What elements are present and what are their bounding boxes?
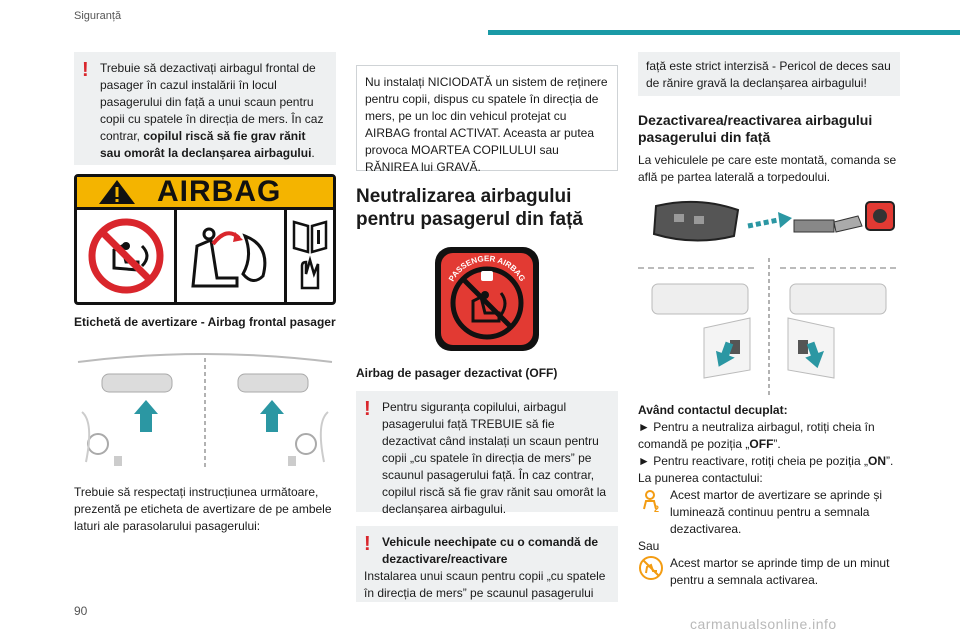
airbag-warning-label: [74, 174, 336, 305]
warning-triangle-icon: [77, 178, 157, 206]
airbag-off-lamp-icon: [638, 487, 664, 513]
read-manual-icon: [287, 210, 333, 302]
lamp-2-text: Acest martor se aprinde timp de un minut pentru a semnala activarea.: [670, 556, 890, 587]
passenger-airbag-badge: [356, 245, 618, 353]
svg-text:2: 2: [654, 504, 660, 513]
sun-visor-text: Trebuie să respectați instrucțiunea următoare, prezentă pe eticheta de avertizare de pe ambele laturi ale parasolarului pasagerului:: [74, 485, 332, 533]
badge-caption: Airbag de pasager dezactivat (OFF): [356, 366, 558, 380]
neutralize-heading: Neutralizarea airbagului pentru pasagerul din față: [356, 186, 583, 230]
lamp-2-row: [638, 555, 900, 589]
lamp-1-text: Acest martor de avertizare se aprinde și luminează continuu pentru a semnala dezactivarea.: [670, 488, 883, 536]
deactivation-heading: Dezactivarea/reactivarea airbagului pasagerului din față: [638, 112, 873, 145]
or-label: Sau: [638, 539, 660, 553]
header-accent-bar: [488, 30, 960, 35]
watermark: carmanualsonline.info: [690, 616, 837, 632]
column-3: [638, 52, 900, 589]
page-number: 90: [74, 604, 88, 618]
warning2-text: Pentru siguranța copilului, airbagul pasagerului față TREBUIE să fie dezactivat când instalați un scaun pentru copii „cu spatele în direcția de mers” pe scaunul pasagerului față. În caz contrar, copilul riscă să fie grav rănit sau omorât la declanșarea airbagului.: [382, 400, 607, 516]
sun-visor-illustration: [74, 352, 336, 474]
never-install-note: Nu instalați NICIODATĂ un sistem de reținere pentru copii, dispus cu spatele în direcția de mers, pe un loc din vehicul protejat cu AIRBAG frontal ACTIVAT. Aceasta ar putea provoca MOARTEA COPILULUI sau RĂNIREA lui GRAVĂ.: [356, 65, 618, 171]
warning3-title: Vehicule neechipate cu o comandă de dezactivare/reactivare: [382, 535, 599, 566]
contact-off-label: Având contactul decuplat:: [638, 403, 788, 417]
no-child-seat-icon: [77, 210, 177, 302]
warning1-text: Trebuie să dezactivați airbagul frontal de pasager în cazul instalării în locul pasagerului din față a unui scaun pentru copii cu spatele în direcția de mers. În caz contrar,: [100, 61, 324, 143]
airbag-on-lamp-icon: [638, 555, 664, 581]
continued-warning-box: [638, 52, 900, 96]
continued-text: față este strict interzisă - Pericol de deces sau de rănire gravă la declanșarea airbagului!: [646, 59, 891, 90]
warning1-bold: copilul riscă să fie grav rănit sau omorât la declanșarea airbagului: [100, 129, 312, 160]
label-caption: Etichetă de avertizare - Airbag frontal pasager: [74, 315, 336, 329]
warning-box-2: [356, 391, 618, 516]
warning-box-3: [356, 526, 618, 602]
column-1: [74, 52, 336, 535]
instructions: [638, 402, 900, 589]
airbag-deploy-icon: [177, 210, 287, 302]
column-2: [356, 52, 618, 602]
airbag-label-word: AIRBAG: [157, 175, 282, 208]
ignition-label: La punerea contactului:: [638, 471, 763, 485]
deactivation-intro: La vehiculele pe care este montată, comanda se află pe partea laterală a torpedoului.: [638, 153, 897, 184]
step-2: ► Pentru reactivare, rotiți cheia pe poziția „ON”.: [638, 454, 894, 468]
key-switch-illustration: [638, 196, 900, 252]
warning-box-1: ! Trebuie să dezactivați airbagul frontal de pasager în cazul instalării în locul pasagerului din față a unui scaun pentru copii cu spatele în direcția de mers. În caz contrar, copilul riscă să fie grav rănit sau omorât la declanșarea airbagului.: [74, 52, 336, 165]
lamp-1-row: [638, 487, 900, 538]
exclamation-icon: !: [364, 398, 371, 420]
exclamation-icon: !: [364, 533, 371, 555]
dashboard-switch-illustration: [638, 258, 900, 398]
step-1: ► Pentru a neutraliza airbagul, rotiți cheia în comandă pe poziția „OFF”.: [638, 420, 875, 451]
section-title: Siguranță: [74, 10, 122, 22]
warning3-text: Instalarea unui scaun pentru copii „cu spatele în direcția de mers” pe scaunul pasagerului: [364, 569, 606, 600]
exclamation-icon: !: [82, 59, 89, 81]
badge-text: PASSENGER AIRBAG: [447, 254, 527, 283]
